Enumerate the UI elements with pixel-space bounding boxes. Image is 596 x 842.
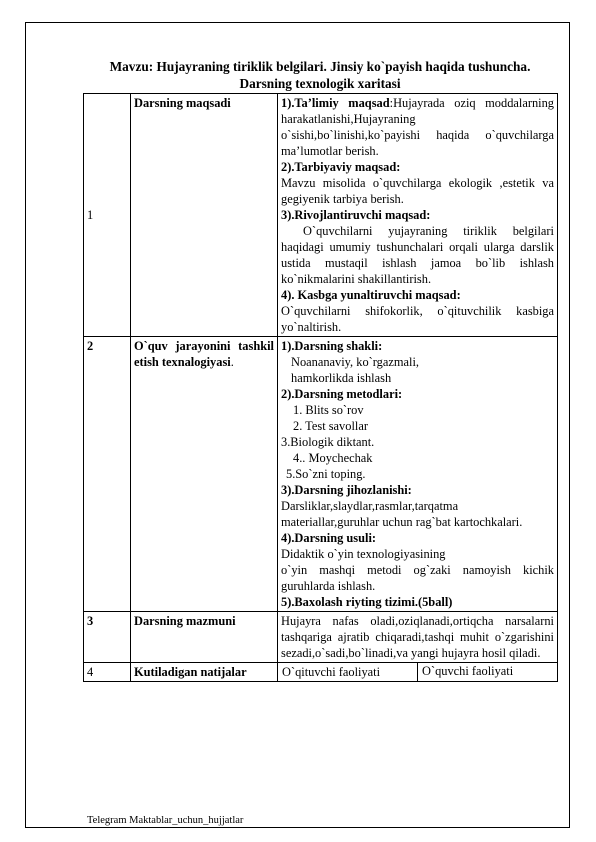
- student-activity: O`quvchi faoliyati: [418, 663, 558, 681]
- row-label-text: O`quv jarayonini tashkil etish texnalogiyasi: [134, 339, 274, 369]
- method-usage-text-1: Didaktik o`yin texnologiyasining: [281, 547, 446, 561]
- row-content: Hujayra nafas oladi,oziqlanadi,ortiqcha narsalarni tashqariga ajratib chiqaradi,tashqi muhit o`zgarishini sezadi,o`sadi,bo`linadi,va yangi hujayra hosil qiladi.: [278, 612, 558, 663]
- title-line-2: Darsning texnologik xaritasi: [239, 76, 401, 91]
- row-number: 2: [84, 337, 131, 612]
- row-label: Kutiladigan natijalar: [131, 663, 278, 682]
- row-content: [278, 94, 558, 337]
- results-subtable: [278, 663, 557, 681]
- form-item-2: hamkorlikda ishlash: [291, 371, 392, 385]
- methods-head: 2).Darsning metodlari:: [281, 387, 403, 401]
- goal-2-head: 2).Tarbiyaviy maqsad:: [281, 160, 401, 174]
- goal-4-head: 4). Kasbga yunaltiruvchi maqsad:: [281, 288, 461, 302]
- method-4: 4.. Moychechak: [293, 451, 373, 465]
- document-title: [60, 58, 580, 92]
- method-usage-head: 4).Darsning usuli:: [281, 531, 377, 545]
- row-content: [278, 663, 558, 682]
- grading-head: 5).Baxolash riyting tizimi.(5ball): [281, 595, 453, 609]
- form-item-1: Noananaviy, ko`rgazmali,: [291, 355, 419, 369]
- form-head: 1).Darsning shakli:: [281, 339, 383, 353]
- lesson-plan-table: [83, 93, 558, 682]
- row-number: 1: [84, 94, 131, 337]
- method-3: 3.Biologik diktant.: [281, 435, 375, 449]
- row-number: 3: [84, 612, 131, 663]
- row-number: 4: [84, 663, 131, 682]
- table-row: [84, 612, 558, 663]
- row-label: [131, 337, 278, 612]
- method-1: 1. Blits so`rov: [293, 403, 364, 417]
- method-5: 5.So`zni toping.: [286, 467, 366, 481]
- method-2: 2. Test savollar: [293, 419, 368, 433]
- goal-3-text: O`quvchilarni yujayraning tiriklik belgilari haqidagi umumiy tushunchalari orqali ularga darslik ustida mustaqil ishlash jamoa bo`lib ishlash ko`nikmalarini shakillantirish.: [281, 224, 554, 286]
- goal-1: [281, 95, 554, 159]
- equipment-text: Darsliklar,slaydlar,rasmlar,tarqatma materiallar,guruhlar uchun rag`bat kartochkalari.: [281, 499, 523, 529]
- goal-1-head: 1).Ta’limiy maqsad: [281, 96, 390, 110]
- row-label: Darsning mazmuni: [131, 612, 278, 663]
- goal-1-text: :Hujayrada oziq moddalarning harakatlanishi,Hujayraning o`sishi,bo`linishi,ko`payishi haqida o`quvchilarga ma’lumotlar berish.: [281, 96, 554, 158]
- footer-text: Telegram Maktablar_uchun_hujjatlar: [87, 815, 244, 826]
- row-label-end: .: [230, 355, 234, 369]
- equipment-head: 3).Darsning jihozlanishi:: [281, 483, 412, 497]
- table-row: [84, 94, 558, 337]
- title-line-1: Mavzu: Hujayraning tiriklik belgilari. Jinsiy ko`payish haqida tushuncha.: [109, 59, 531, 74]
- row-content: [278, 337, 558, 612]
- goal-2-text: Mavzu misolida o`quvchilarga ekologik ,estetik va gegiyenik tarbiya berish.: [281, 176, 554, 206]
- table-row: [84, 337, 558, 612]
- teacher-activity: O`qituvchi faoliyati: [282, 665, 381, 679]
- goal-4-text: O`quvchilarni shifokorlik, o`qituvchilik kasbiga yo`naltirish.: [281, 304, 554, 334]
- row-label: Darsning maqsadi: [131, 94, 278, 337]
- table-row: [278, 663, 557, 681]
- goal-3-head: 3).Rivojlantiruvchi maqsad:: [281, 208, 431, 222]
- table-row: [84, 663, 558, 682]
- method-usage-text-2: o`yin mashqi metodi og`zaki namoyish kichik guruhlarda ishlash.: [281, 563, 554, 593]
